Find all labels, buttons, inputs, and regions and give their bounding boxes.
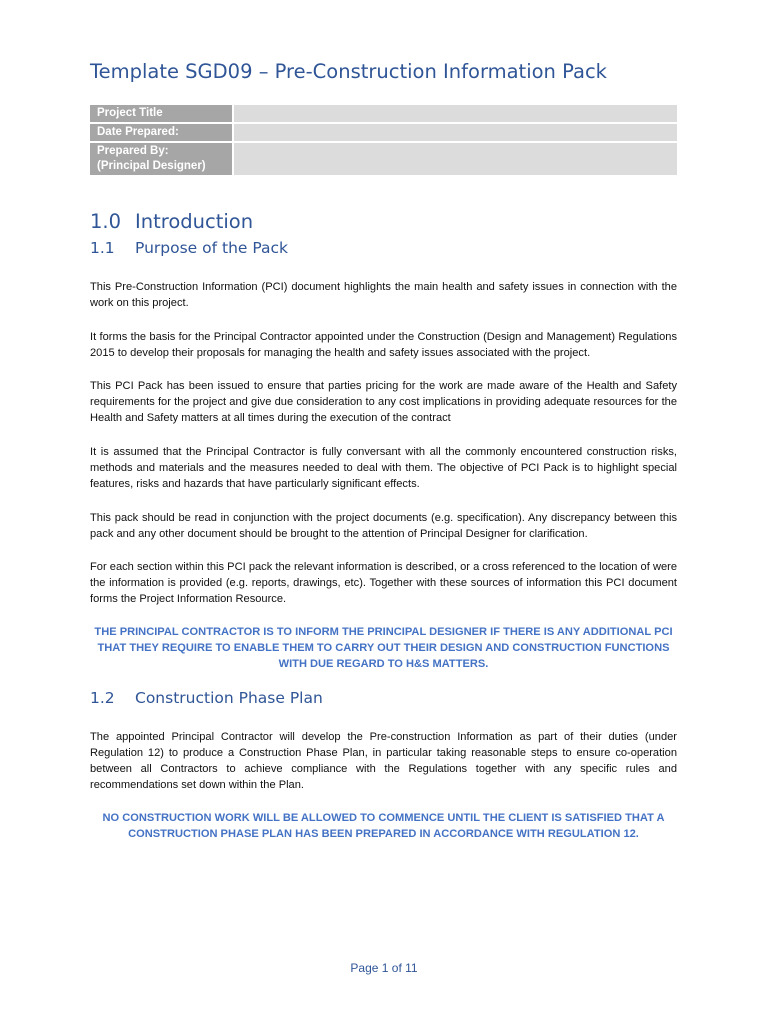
project-info-table — [90, 105, 677, 177]
paragraph: It is assumed that the Principal Contractor is fully conversant with all the commonly encountered construction risks, methods and materials and the measures needed to deal with them. The objective of PCI Pack is to highlight special features, risks and hazards that have particularly significant effects. — [90, 446, 677, 490]
prepared-by-value[interactable] — [233, 142, 677, 176]
prepared-by-label-line2: (Principal Designer) — [97, 160, 206, 172]
page-number-footer: Page 1 of 11 — [350, 961, 418, 975]
table-row — [90, 123, 677, 142]
section-title: Introduction — [135, 210, 254, 233]
document-title: Template SGD09 – Pre-Construction Information Pack — [90, 60, 607, 83]
table-row — [90, 142, 677, 176]
subsection-title: Purpose of the Pack — [135, 239, 289, 257]
paragraph: This pack should be read in conjunction with the project documents (e.g. specification). Any discrepancy between this pack and any other document should be brought to the attention of Principal Designer for clarification. — [90, 512, 677, 540]
date-prepared-value[interactable] — [233, 123, 677, 142]
paragraph: This PCI Pack has been issued to ensure that parties pricing for the work are made aware of the Health and Safety requirements for the project and give due consideration to any cost implications in providing adequate resources for the Health and Safety matters at all times during the execution of the contract — [90, 380, 677, 424]
project-title-label: Project Title — [90, 105, 233, 123]
subsection-heading-construction-phase-plan — [90, 689, 323, 707]
prepared-by-label — [90, 142, 233, 176]
pci-notice: THE PRINCIPAL CONTRACTOR IS TO INFORM THE PRINCIPAL DESIGNER IF THERE IS ANY ADDITIONAL PCI THAT THEY REQUIRE TO ENABLE THEM TO CARRY OUT THEIR DESIGN AND CONSTRUCTION FUNCTIONS WITH DUE REGARD TO H&S MATTERS. — [94, 626, 673, 670]
prepared-by-label-line1: Prepared By: — [97, 145, 169, 157]
paragraph: This Pre-Construction Information (PCI) document highlights the main health and safety issues in connection with the work on this project. — [90, 281, 677, 309]
date-prepared-label: Date Prepared: — [90, 123, 233, 142]
subsection-heading-purpose — [90, 239, 288, 257]
section-heading-introduction — [90, 210, 253, 233]
subsection-number: 1.2 — [90, 689, 115, 707]
paragraph: It forms the basis for the Principal Contractor appointed under the Construction (Design and Management) Regulations 2015 to develop their proposals for managing the health and safety issues associated with the project. — [90, 331, 677, 359]
project-title-value[interactable] — [233, 105, 677, 123]
subsection-title: Construction Phase Plan — [135, 689, 323, 707]
paragraph: The appointed Principal Contractor will develop the Pre-construction Information as part of their duties (under Regulation 12) to produce a Construction Phase Plan, in particular taking reasonable steps to ensure co-operation between all Contractors to achieve compliance with the Regulations together with any specific rules and recommendations set down within the Plan. — [90, 731, 677, 791]
paragraph: For each section within this PCI pack the relevant information is described, or a cross referenced to the location of were the information is provided (e.g. reports, drawings, etc). Together with these sources of information this PCI document forms the Project Information Resource. — [90, 561, 677, 605]
construction-phase-notice: NO CONSTRUCTION WORK WILL BE ALLOWED TO COMMENCE UNTIL THE CLIENT IS SATISFIED THAT A CONSTRUCTION PHASE PLAN HAS BEEN PREPARED IN ACCORDANCE WITH REGULATION 12. — [102, 812, 665, 840]
subsection-number: 1.1 — [90, 239, 115, 257]
section-number: 1.0 — [90, 210, 122, 233]
table-row — [90, 105, 677, 123]
